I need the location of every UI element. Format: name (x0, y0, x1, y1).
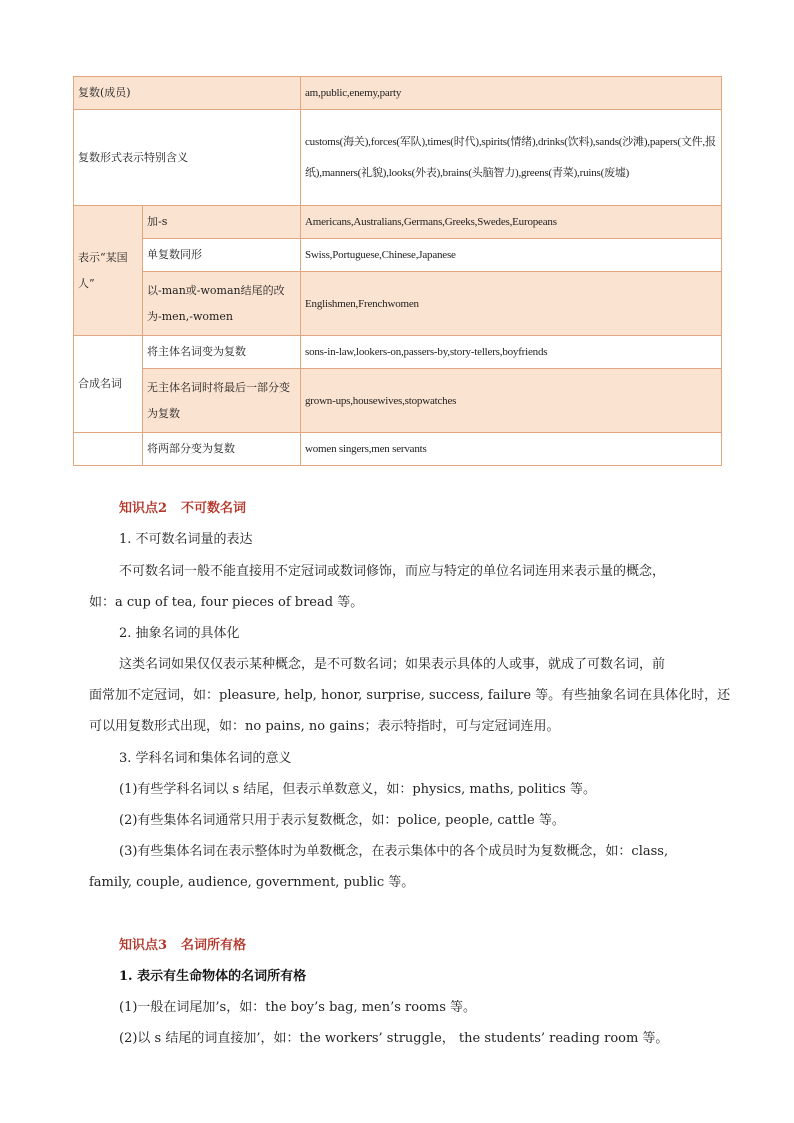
table-cell-examples: Americans,Australians,Germans,Greeks,Swedes,Europeans (301, 206, 722, 239)
section-label: 知识点3 (119, 938, 168, 953)
table-cell-subcategory: 以-man或-woman结尾的改为-men,-women (143, 272, 301, 336)
table-cell-category: 复数形式表示特别含义 (74, 110, 301, 206)
paragraph-line: (2)有些集体名词通常只用于表示复数概念，如：police, people, cattle 等。 (119, 813, 565, 828)
subheading: 3. 学科名词和集体名词的意义 (119, 751, 292, 766)
table-row (74, 239, 722, 272)
table-cell-subcategory: 加-s (143, 206, 301, 239)
paragraph-line: 如：a cup of tea, four pieces of bread 等。 (89, 595, 364, 610)
table-cell-category (74, 433, 143, 466)
subheading: 1. 不可数名词量的表达 (119, 532, 253, 547)
paragraph-line: (2)以 s 结尾的词直接加’，如：the workers’ struggle， the students’ reading room 等。 (119, 1031, 669, 1046)
subheading: 1. 表示有生命物体的名词所有格 (119, 969, 307, 984)
table-cell-subcategory: 单复数同形 (143, 239, 301, 272)
table-cell-subcategory: 将主体名词变为复数 (143, 336, 301, 369)
table-row (74, 369, 722, 433)
table-row (74, 77, 722, 110)
paragraph-line: 面常加不定冠词，如：pleasure, help, honor, surprise, success, failure 等。有些抽象名词在具体化时，还 (89, 688, 731, 703)
paragraph-line: (3)有些集体名词在表示整体时为单数概念，在表示集体中的各个成员时为复数概念，如：class, (119, 844, 669, 859)
table-row (74, 110, 722, 206)
table-cell-examples: Swiss,Portuguese,Chinese,Japanese (301, 239, 722, 272)
table-row (74, 272, 722, 336)
noun-plural-table (73, 76, 722, 466)
paragraph-line: (1)有些学科名词以 s 结尾，但表示单数意义，如：physics, maths, politics 等。 (119, 782, 596, 797)
table-row (74, 433, 722, 466)
table-cell-examples: women singers,men servants (301, 433, 722, 466)
table-row (74, 206, 722, 239)
section-label: 知识点2 (119, 501, 168, 516)
table-cell-examples: grown-ups,housewives,stopwatches (301, 369, 722, 433)
table-cell-category: 表示“某国人” (74, 206, 143, 336)
paragraph-line: family, couple, audience, government, public 等。 (89, 875, 415, 890)
paragraph-line: (1)一般在词尾加’s，如：the boy’s bag, men’s rooms 等。 (119, 1000, 477, 1015)
section-heading-2 (119, 500, 246, 518)
table-cell-category: 合成名词 (74, 336, 143, 433)
subheading: 2. 抽象名词的具体化 (119, 626, 240, 641)
table-cell-examples: am,public,enemy,party (301, 77, 722, 110)
paragraph-line: 这类名词如果仅仅表示某种概念，是不可数名词；如果表示具体的人或事，就成了可数名词，前 (119, 657, 666, 672)
table-cell-examples: Englishmen,Frenchwomen (301, 272, 722, 336)
table-cell-subcategory: 将两部分变为复数 (143, 433, 301, 466)
paragraph-line: 可以用复数形式出现，如：no pains, no gains；表示特指时，可与定冠词连用。 (89, 719, 560, 734)
table-cell-examples: sons-in-law,lookers-on,passers-by,story-tellers,boyfriends (301, 336, 722, 369)
table-cell-subcategory: 无主体名词时将最后一部分变为复数 (143, 369, 301, 433)
table-row (74, 336, 722, 369)
table-cell-category: 复数(成员) (74, 77, 301, 110)
section-title: 名词所有格 (181, 938, 247, 953)
section-heading-3 (119, 937, 246, 955)
section-title: 不可数名词 (181, 501, 247, 516)
paragraph-line: 不可数名词一般不能直接用不定冠词或数词修饰，而应与特定的单位名词连用来表示量的概念， (119, 564, 666, 579)
table-cell-examples: customs(海关),forces(军队),times(时代),spirits(情绪),drinks(饮料),sands(沙滩),papers(文件,报纸),manners(礼貌),looks(外表),brains(头脑智力),greens(青菜),ruins(废墟) (301, 110, 722, 206)
